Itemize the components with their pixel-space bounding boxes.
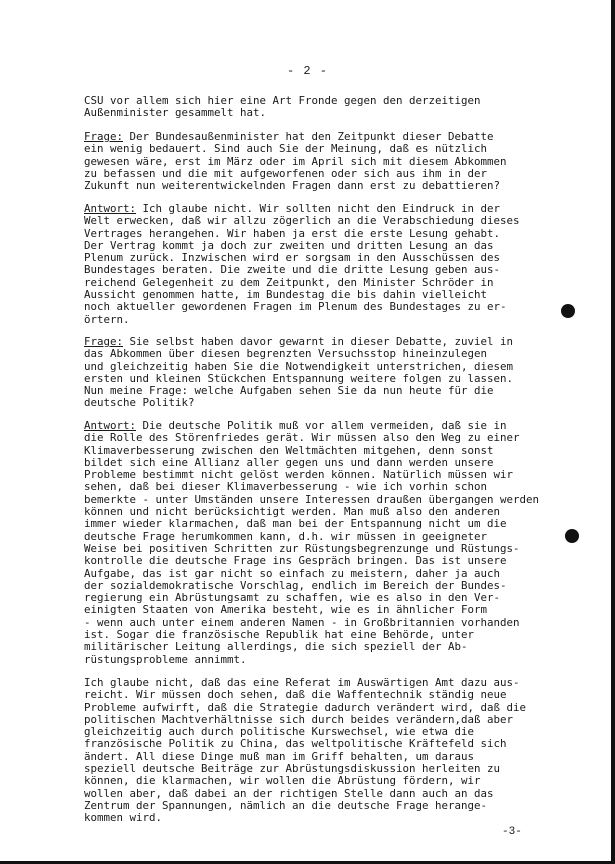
text-line: kontrolle die deutsche Frage ins Gespräch bringen. Das ist unsere xyxy=(84,554,507,568)
text-line: bildet sich eine Allianz aller gegen uns und dann werden unsere xyxy=(84,455,494,469)
text-line: bemerkte - unter Umständen unsere Interessen draußen übergangen werden xyxy=(84,492,540,506)
punch-hole-top xyxy=(561,304,575,318)
text-line: Sie selbst haben davor gewarnt in dieser Debatte, zuviel in xyxy=(123,335,514,348)
text-line: zu befassen und die mit aufgeworfenen oder sich aus ihm in der xyxy=(84,166,488,180)
text-line: Welt erwecken, daß wir allzu zögerlich an die Verabschiedung dieses xyxy=(84,214,520,228)
text-line: Die deutsche Politik muß vor allem vermeiden, daß sie in xyxy=(136,419,507,432)
text-line: noch aktueller gewordenen Fragen im Plenum des Bundestages zu er- xyxy=(84,300,507,314)
text-line: französische Politik zu China, das weltpolitische Kräftefeld sich xyxy=(84,737,507,751)
closing-paragraph xyxy=(84,677,554,825)
text-line: können, die klarmachen, wir wollen die Abrüstung fördern, wir xyxy=(84,774,481,788)
text-line: rüstungsprobleme annimmt. xyxy=(84,652,247,666)
text-line: Weise bei positiven Schritten zur Rüstungsbegrenzunge und Rüstungs- xyxy=(84,541,520,555)
text-line: sehen, daß bei dieser Klimaverbesserung - wie ich vorhin schon xyxy=(84,480,488,494)
text-line: einigten Staaten von Amerika besteht, wie es in ähnlicher Form xyxy=(84,603,488,617)
text-line: Zentrum der Spannungen, nämlich an die deutsche Frage herange- xyxy=(84,798,488,812)
answer-label: Antwort: xyxy=(84,419,137,432)
intro-paragraph xyxy=(84,95,554,120)
text-line: örtern. xyxy=(84,312,130,326)
text-line: Bundestages beraten. Die zweite und die dritte Lesung geben aus- xyxy=(84,263,501,277)
answer-label: Antwort: xyxy=(84,202,137,215)
text-line: - wenn auch unter einem anderen Namen - in Großbritannien vorhanden xyxy=(84,615,520,629)
text-line: Ich glaube nicht, daß das eine Referat im Auswärtigen Amt dazu aus- xyxy=(84,676,520,689)
text-line: Plenum zurück. Inzwischen wird er sorgsam in den Ausschüssen des xyxy=(84,251,501,265)
text-line: militärischer Leitung allerdings, die sich speziell der Ab- xyxy=(84,640,468,654)
question-label: Frage: xyxy=(84,335,124,348)
text-line: Der Vertrag kommt ja doch zur zweiten und dritten Lesung an das xyxy=(84,238,494,252)
text-line: der sozialdemokratische Vorschlag, endlich im Bereich der Bundes- xyxy=(84,578,507,592)
text-line: Nun meine Frage: welche Aufgaben sehen Sie da nun heute für die xyxy=(84,384,494,398)
text-line: gleichzeitig auch durch politische Kurswechsel, wie etwa die xyxy=(84,725,475,739)
text-line: deutsche Frage herumkommen kann, d.h. wir müssen in geeigneter xyxy=(84,529,488,543)
text-line: reichend Gelegenheit zu dem Zeitpunkt, den Minister Schröder in xyxy=(84,275,494,289)
text-line: können und nicht berücksichtigt werden. Man muß also den anderen xyxy=(84,505,501,519)
punch-hole-bottom xyxy=(565,529,579,543)
text-line: regierung ein Abrüstungsamt zu schaffen, wie es also in den Ver- xyxy=(84,591,501,605)
text-line: wollen aber, daß dabei an der richtigen Stelle dann auch an das xyxy=(84,786,494,800)
intro-line: CSU vor allem sich hier eine Art Fronde gegen den derzeitigen xyxy=(84,94,481,107)
text-line: gewesen wäre, erst im März oder im April sich mit diesem Abkommen xyxy=(84,154,507,168)
text-line: das Abkommen über diesen begrenzten Versuchsstop hineinzulegen xyxy=(84,347,488,361)
continuation-marker: -3- xyxy=(502,826,522,838)
text-line: immer wieder klarmachen, daß man bei der Entspannung nicht um die xyxy=(84,517,507,531)
text-line: kommen wird. xyxy=(84,811,163,825)
text-line: Der Bundesaußenminister hat den Zeitpunkt dieser Debatte xyxy=(123,130,494,143)
intro-line: Außenminister gesammelt hat. xyxy=(84,106,267,120)
text-line: reicht. Wir müssen doch sehen, daß die Waffentechnik ständig neue xyxy=(84,688,507,702)
text-line: Aufgabe, das ist gar nicht so einfach zu meistern, daher ja auch xyxy=(84,566,501,580)
text-line: speziell deutsche Beiträge zur Abrüstungsdiskussion herleiten zu xyxy=(84,762,501,776)
answer-2 xyxy=(84,420,554,666)
text-line: Probleme aufwirft, daß die Strategie dadurch verändert wird, daß die xyxy=(84,700,527,714)
text-line: Aussicht genommen hatte, im Bundestag die bis dahin vielleicht xyxy=(84,288,488,302)
text-line: ist. Sogar die französische Republik hat eine Behörde, unter xyxy=(84,628,475,642)
text-line: ändert. All diese Dinge muß man im Griff behalten, um daraus xyxy=(84,749,475,763)
text-line: Klimaverbesserung zwischen den Weltmächten mitgehen, denn sonst xyxy=(84,443,494,457)
text-line: Zukunft nun weiterentwickelnden Fragen dann erst zu debattieren? xyxy=(84,179,501,193)
page-number: - 2 - xyxy=(286,64,328,78)
text-line: die Rolle des Störenfriedes gerät. Wir müssen also den Weg zu einer xyxy=(84,431,520,445)
question-1 xyxy=(84,131,554,192)
text-line: politischen Machtverhältnisse sich durch beides verändern,daß aber xyxy=(84,712,514,726)
text-line: ersten und kleinen Stückchen Entspannung weitere folgen zu lassen. xyxy=(84,371,514,385)
text-line: und gleichzeitig haben Sie die Notwendigkeit unterstrichen, diesem xyxy=(84,359,514,373)
question-label: Frage: xyxy=(84,130,124,143)
text-line: Ich glaube nicht. Wir sollten nicht den Eindruck in der xyxy=(136,202,501,215)
text-line: Probleme bestimmt nicht gelöst werden können. Natürlich müssen wir xyxy=(84,468,514,482)
question-2 xyxy=(84,336,554,410)
answer-1 xyxy=(84,203,554,326)
text-line: Vertrages herangehen. Wir haben ja erst die erste Lesung gehabt. xyxy=(84,226,501,240)
text-line: deutsche Politik? xyxy=(84,396,195,410)
text-line: ein wenig bedauert. Sind auch Sie der Meinung, daß es nützlich xyxy=(84,142,488,156)
